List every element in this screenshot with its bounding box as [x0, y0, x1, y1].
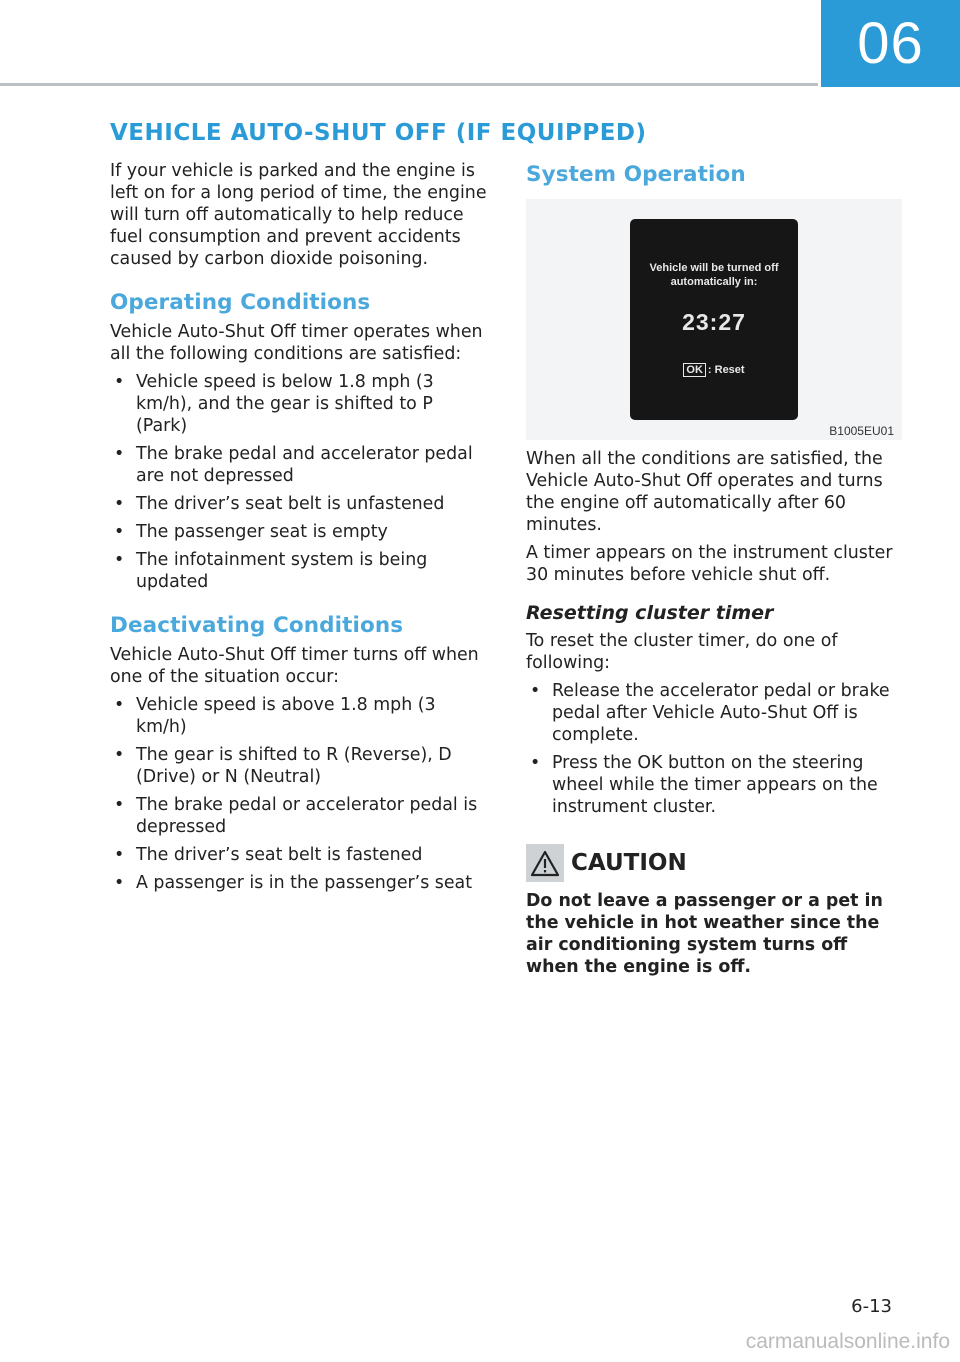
- list-item: • The infotainment system is being updated: [114, 550, 428, 592]
- list-item: • Vehicle speed is above 1.8 mph (3 km/h): [114, 695, 436, 737]
- list-item: • The gear is shifted to R (Reverse), D (Drive) or N (Neutral): [114, 745, 452, 787]
- screen-message: Vehicle will be turned off automatically in:: [649, 262, 779, 288]
- operating-conditions-list: [110, 371, 488, 593]
- countdown-timer: 23:27: [682, 309, 746, 335]
- operating-conditions-heading: Operating Conditions: [110, 290, 371, 315]
- deactivating-conditions-lead: Vehicle Auto-Shut Off timer turns off when one of the situation occur:: [110, 645, 479, 687]
- list-item: • The passenger seat is empty: [114, 522, 388, 542]
- list-item: • A passenger is in the passenger’s seat: [114, 873, 473, 893]
- deactivating-conditions-heading: Deactivating Conditions: [110, 613, 404, 638]
- reset-hint: OK : Reset: [630, 364, 798, 376]
- list-item: • The driver’s seat belt is fastened: [114, 845, 423, 865]
- list-item: • The driver’s seat belt is unfastened: [114, 494, 445, 514]
- resetting-timer-heading: Resetting cluster timer: [526, 602, 774, 624]
- ok-key-icon: OK: [683, 363, 706, 377]
- cluster-screen: [630, 219, 798, 420]
- chapter-tab: [821, 0, 960, 87]
- caution-label: CAUTION: [571, 850, 687, 876]
- right-column: [526, 160, 904, 978]
- warning-triangle-icon: [526, 844, 564, 882]
- caution-header: [526, 844, 904, 882]
- resetting-timer-lead: To reset the cluster timer, do one of following:: [526, 631, 838, 673]
- left-column: [110, 160, 488, 900]
- figure-code: B1005EU01: [829, 424, 894, 438]
- resetting-timer-list: [526, 680, 904, 818]
- system-operation-heading: System Operation: [526, 162, 746, 187]
- operating-conditions-lead: Vehicle Auto-Shut Off timer operates when all the following conditions are satisfied:: [110, 322, 483, 364]
- intro-paragraph: If your vehicle is parked and the engine is left on for a long period of time, the engine will turn off automatically to help reduce fuel consumption and prevent accidents caused by carbon dioxide poisoning.: [110, 161, 487, 269]
- list-item: • The brake pedal or accelerator pedal is depressed: [114, 795, 478, 837]
- section-title: VEHICLE AUTO-SHUT OFF (IF EQUIPPED): [110, 120, 647, 146]
- deactivating-conditions-list: [110, 694, 488, 894]
- list-item: • Vehicle speed is below 1.8 mph (3 km/h), and the gear is shifted to P (Park): [114, 372, 434, 436]
- header-rule: [0, 83, 818, 86]
- cluster-figure: [526, 199, 902, 440]
- watermark: carmanualsonline.info: [745, 1330, 950, 1353]
- chapter-number: 06: [857, 11, 924, 76]
- page-number: 6-13: [851, 1296, 892, 1317]
- list-item: • Release the accelerator pedal or brake pedal after Vehicle Auto-Shut Off is complete.: [530, 681, 890, 745]
- system-operation-paragraph-2: A timer appears on the instrument cluster 30 minutes before vehicle shut off.: [526, 543, 893, 585]
- list-item: • The brake pedal and accelerator pedal are not depressed: [114, 444, 473, 486]
- caution-text: Do not leave a passenger or a pet in the vehicle in hot weather since the air conditioning system turns off when the engine is off.: [526, 891, 883, 977]
- list-item: • Press the OK button on the steering wheel while the timer appears on the instrument cluster.: [530, 753, 878, 817]
- system-operation-paragraph-1: When all the conditions are satisfied, the Vehicle Auto-Shut Off operates and turns the engine off automatically after 60 minutes.: [526, 449, 883, 535]
